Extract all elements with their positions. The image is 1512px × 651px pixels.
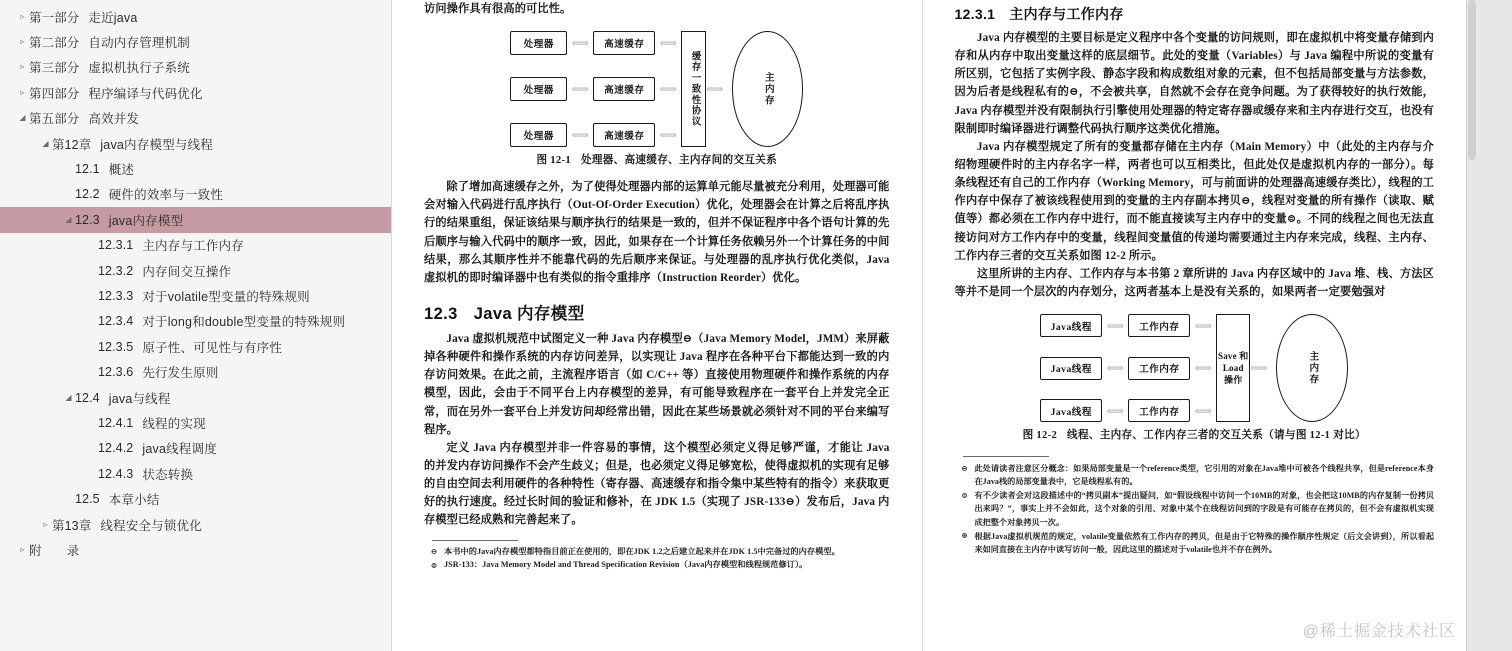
double-arrow-icon: ⟺ [1194, 318, 1212, 333]
figure-box-working-memory: 工作内存 [1128, 314, 1190, 337]
watermark: @稀土掘金技术社区 [1302, 623, 1456, 640]
toc-list [0, 4, 391, 563]
footnote-text: 此处请读者注意区分概念：如果局部变量是一个reference类型，它引用的对象在Java堆中可被各个线程共享，但是reference本身在Java栈的局部变量表中，它是线程私有的。 [974, 464, 1434, 487]
toc-sidebar[interactable] [0, 0, 392, 651]
figure-box-processor: 处理器 [510, 31, 567, 55]
toc-item-number: 12.5 [75, 492, 100, 507]
double-arrow-icon: ⟺ [1194, 403, 1212, 418]
toc-item-number: 第13章 [52, 518, 92, 533]
toc-item-number: 12.3.6 [98, 365, 134, 380]
toc-item-label: java线程调度 [142, 442, 217, 457]
figure-box-coherence-protocol-label: 缓存一致性协议 [689, 51, 700, 128]
double-arrow-icon: ⟺ [571, 82, 589, 97]
figure-box-cache: 高速缓存 [593, 31, 655, 55]
toc-item-12-4[interactable] [0, 385, 391, 410]
figure-box-processor: 处理器 [510, 123, 567, 147]
toc-item-12-3-2[interactable] [0, 258, 391, 283]
section-number: 12.3 [424, 304, 458, 323]
double-arrow-icon: ⟺ [1106, 318, 1124, 333]
toc-item-label: 线程的实现 [142, 416, 206, 431]
double-arrow-icon: ⟺ [1250, 360, 1268, 375]
chevron-right-icon[interactable]: ▹ [20, 11, 25, 21]
figure-box-cache: 高速缓存 [593, 77, 655, 101]
chevron-right-icon[interactable]: ▹ [20, 62, 25, 72]
chevron-right-icon[interactable]: ▹ [20, 37, 25, 47]
bullet-icon [85, 267, 98, 275]
chevron-down-icon[interactable]: ◢ [65, 392, 72, 402]
figure-12-1-caption-text: 处理器、高速缓存、主内存间的交互关系 [580, 155, 778, 167]
scroll-gutter[interactable] [1466, 0, 1512, 651]
toc-item-label: 先行发生原则 [142, 366, 219, 381]
footnote-list-left [424, 546, 890, 572]
toc-item-number: 12.3.2 [98, 263, 134, 278]
footnote-rule [963, 456, 1049, 457]
toc-item-label: 走近java [88, 10, 138, 25]
figure-12-2 [1018, 314, 1370, 442]
footnotes-right [955, 456, 1435, 556]
toc-item-label: 高效并发 [88, 112, 140, 127]
toc-item-12-4-3[interactable] [0, 461, 391, 486]
figure-oval-main-memory [732, 31, 803, 147]
toc-item-number: 第五部分 [29, 112, 80, 127]
section-title: Java 内存模型 [473, 304, 585, 323]
chevron-right-icon[interactable]: ▹ [20, 87, 25, 97]
toc-item-12-3-6[interactable] [0, 359, 391, 384]
figure-box-save-load [1216, 314, 1250, 422]
bullet-icon [62, 495, 75, 503]
section-heading-12-3 [424, 300, 890, 324]
bullet-icon [85, 470, 98, 478]
toc-item-12-4-1[interactable] [0, 410, 391, 435]
toc-item-number: 第12章 [52, 137, 92, 152]
toc-item-label: 程序编译与代码优化 [88, 86, 203, 101]
chevron-down-icon[interactable]: ◢ [42, 138, 49, 148]
toc-item-number: 12.1 [75, 162, 100, 177]
footnote-text: 有不少读者会对这段描述中的“拷贝副本”提出疑问，如“假设线程中访问一个10MB的对象，也会把这10MB的内存复制一份拷贝出来吗？”，事实上并不会如此，这个对象的引用、对象中某个在线程访问到的字段是有可能存在拷贝的，但不会有虚拟机实现成把整个对象拷贝一次。 [974, 491, 1434, 527]
toc-item-number: 12.3.5 [98, 339, 134, 354]
footnote [955, 489, 1435, 528]
toc-item-第四部分[interactable] [0, 80, 391, 105]
toc-item-label: 主内存与工作内存 [142, 239, 244, 254]
toc-item-第三部分[interactable] [0, 55, 391, 80]
toc-item-12-2[interactable] [0, 182, 391, 207]
figure-box-save-load-label: Save 和 Load 操作 [1218, 350, 1249, 386]
scrollbar-thumb[interactable] [1468, 0, 1476, 160]
double-arrow-icon: ⟺ [659, 82, 677, 97]
toc-item-number: 12.4 [75, 390, 100, 405]
toc-item-label: 原子性、可见性与有序性 [142, 340, 283, 355]
footnote-text: 根据Java虚拟机规范的规定，volatile变量依然有工作内存的拷贝，但是由于它特殊的操作顺序性规定（后文会讲到），所以看起来如同直接在主内存中读写访问一般，因此这里的描述对于volatile也并不存在例外。 [974, 531, 1434, 554]
footnote-rule [432, 540, 518, 541]
double-arrow-icon: ⟺ [571, 36, 589, 51]
figure-12-1-caption [489, 152, 825, 167]
toc-item-number: 第三部分 [29, 61, 80, 76]
footnotes-left [424, 540, 890, 572]
figure-12-2-caption [1018, 427, 1370, 442]
toc-item-附--录[interactable] [0, 537, 391, 562]
toc-item-12-5[interactable] [0, 486, 391, 511]
figure-box-java-thread: Java线程 [1040, 357, 1102, 380]
toc-item-number: 12.3.3 [98, 288, 134, 303]
toc-item-label: 内存间交互操作 [142, 264, 232, 279]
bullet-icon [85, 292, 98, 300]
footnote-marker-icon: ⊜ [961, 490, 968, 500]
toc-item-label: 对于long和double型变量的特殊规则 [142, 315, 346, 330]
figure-oval-main-memory-label: 主内存 [762, 71, 774, 107]
toc-item-number: 12.4.3 [98, 466, 134, 481]
figure-box-coherence-protocol [681, 31, 706, 147]
figure-12-1 [489, 31, 825, 167]
subsection-heading-12-3-1 [955, 4, 1435, 24]
toc-item-第12章[interactable] [0, 131, 391, 156]
toc-item-label: java内存模型 [108, 213, 184, 228]
figure-oval-main-memory-label: 主内存 [1307, 350, 1319, 386]
toc-item-number: 12.2 [75, 187, 100, 202]
footnote-list-right [955, 462, 1435, 556]
bullet-icon [85, 368, 98, 376]
page-left [392, 0, 923, 651]
toc-item-label: 对于volatile型变量的特殊规则 [142, 289, 310, 304]
footnote-marker-icon: ⊛ [961, 531, 968, 541]
figure-box-java-thread: Java线程 [1040, 399, 1102, 422]
toc-item-label: java与线程 [108, 391, 171, 406]
toc-item-label: 本章小结 [108, 493, 160, 508]
footnote-text: JSR-133：Java Memory Model and Thread Specification Revision（Java内存模型和线程规范修订）。 [444, 560, 808, 570]
figure-12-2-caption-text: 线程、主内存、工作内存三者的交互关系（请与图 12-1 对比） [1067, 430, 1366, 442]
toc-item-第一部分[interactable] [0, 4, 391, 29]
bullet-icon [62, 190, 75, 198]
chevron-down-icon[interactable]: ◢ [65, 214, 72, 224]
figure-box-working-memory: 工作内存 [1128, 399, 1190, 422]
toc-item-12-1[interactable] [0, 156, 391, 181]
toc-item-label: 概述 [108, 163, 135, 178]
bullet-icon [85, 343, 98, 351]
toc-item-number: 12.4.2 [98, 441, 134, 456]
footnote-marker-icon: ⊜ [430, 560, 438, 570]
figure-oval-main-memory [1276, 314, 1348, 422]
toc-item-12-3[interactable] [0, 207, 391, 232]
bullet-icon [62, 165, 75, 173]
subsection-title: 主内存与工作内存 [1009, 6, 1124, 22]
bullet-icon [85, 241, 98, 249]
toc-item-第13章[interactable] [0, 512, 391, 537]
footnote-marker-icon: ⊖ [961, 463, 968, 473]
toc-item-12-3-5[interactable] [0, 334, 391, 359]
toc-item-number: 12.3.1 [98, 238, 134, 253]
double-arrow-icon: ⟺ [1106, 403, 1124, 418]
toc-item-number: 第二部分 [29, 36, 80, 51]
toc-item-label: 虚拟机执行子系统 [88, 61, 191, 76]
footnote-marker-icon: ⊖ [430, 547, 438, 557]
toc-item-number: 第一部分 [29, 10, 80, 25]
double-arrow-icon: ⟺ [1194, 361, 1212, 376]
subsection-paragraph-3: 这里所讲的主内存、工作内存与本书第 2 章所讲的 Java 内存区域中的 Java 堆、栈、方法区等并不是同一个层次的内存划分，这两者基本上是没有关系的，如果两者一定要勉强对 [954, 267, 1434, 298]
double-arrow-icon: ⟺ [659, 128, 677, 143]
footnote [955, 462, 1435, 488]
toc-item-第二部分[interactable] [0, 29, 391, 54]
toc-item-label: java内存模型与线程 [100, 137, 213, 152]
toc-item-12-4-2[interactable] [0, 436, 391, 461]
subsection-paragraph-2: Java 内存模型规定了所有的变量都存储在主内存（Main Memory）中（此处的主内存与介绍物理硬件时的主内存名字一样，两者也可以互相类比，但此处仅是虚拟机内存的一部分）。每条线程还有自己的工作内存（Working Memory，可与前面讲的处理器高速缓存类比），线程的工作内存中保存了被该线程使用到的变量的主内存副本拷贝⊖，线程对变量的所有操作（读取、赋值等）都必须在工作内存中进行，而不能直接读写主内存中的变量⊜。不同的线程之间也无法直接访问对方工作内存中的变量，线程间变量值的传递均需要通过主内存来完成，线程、主内存、工作内存三者的交互关系如图 12-2 所示。 [954, 140, 1434, 262]
double-arrow-icon: ⟺ [1106, 361, 1124, 376]
toc-item-12-3-1[interactable] [0, 233, 391, 258]
toc-item-12-3-4[interactable] [0, 309, 391, 334]
toc-item-label: 状态转换 [142, 467, 194, 482]
toc-item-number: 12.3 [75, 212, 100, 227]
double-arrow-icon: ⟺ [706, 81, 724, 96]
chevron-down-icon[interactable]: ◢ [19, 113, 26, 123]
figure-box-processor: 处理器 [510, 77, 567, 101]
toc-item-第五部分[interactable] [0, 106, 391, 131]
toc-item-number: 12.3.4 [98, 314, 134, 329]
chevron-right-icon[interactable]: ▹ [20, 544, 25, 554]
bullet-icon [85, 444, 98, 452]
section-paragraph-2: 定义 Java 内存模型并非一件容易的事情，这个模型必须定义得足够严谨，才能让 Java 的并发内存访问操作不会产生歧义；但是，也必须定义得足够宽松，使得虚拟机的实现有足够的自由空间去利用硬件的各种特性（寄存器、高速缓存和指令集中某些特有的指令）来获取更好的执行速度。经过长时间的验证和修补，在 JDK 1.5（实现了 JSR-133⊖）发布后，Java 内存模型已经成熟和完善起来了。 [424, 441, 890, 527]
footnote [424, 546, 890, 559]
footnote [424, 559, 890, 572]
document-pages [392, 0, 1466, 651]
footnote [955, 530, 1435, 556]
toc-item-number: 12.4.1 [98, 415, 134, 430]
double-arrow-icon: ⟺ [571, 128, 589, 143]
toc-item-number: 附 录 [29, 543, 80, 558]
page-right [923, 0, 1467, 651]
subsection-number: 12.3.1 [954, 6, 996, 22]
bullet-icon [85, 317, 98, 325]
chevron-right-icon[interactable]: ▹ [43, 519, 48, 529]
subsection-paragraph-1: Java 内存模型的主要目标是定义程序中各个变量的访问规则，即在虚拟机中将变量存储到内存和从内存中取出变量这样的底层细节。此处的变量（Variables）与 Java 编程中所说的变量有所区别，它包括了实例字段、静态字段和构成数组对象的元素，但不包括局部变量与方法参数，因为后者是线程私有的⊖，不会被共享，自然就不会存在竞争问题。为了获得较好的执行效能，Java 内存模型并没有限制执行引擎使用处理器的特定寄存器或缓存来和主内存进行交互，也没有限制即时编译器进行调整代码执行顺序这类优化措施。 [954, 32, 1434, 135]
toc-item-12-3-3[interactable] [0, 283, 391, 308]
figure-box-cache: 高速缓存 [593, 123, 655, 147]
figure-box-working-memory: 工作内存 [1128, 357, 1190, 380]
figure-box-java-thread: Java线程 [1040, 314, 1102, 337]
toc-item-label: 线程安全与锁优化 [100, 518, 202, 533]
figure-12-2-number: 图 12-2 [1022, 430, 1058, 442]
toc-item-number: 第四部分 [29, 86, 80, 101]
section-paragraph-1: Java 虚拟机规范中试图定义一种 Java 内存模型⊖（Java Memory Model，JMM）来屏蔽掉各种硬件和操作系统的内存访问差异，以实现让 Java 程序在各种平台下都能达到一致的内存访问效果。在此之前，主流程序语言（如 C/C++ 等）直接使用物理硬件和操作系统的内存模型，因此，会由于不同平台上内存模型的差异，有可能导致程序在一套平台上并发完全正常，而在另外一套平台上并发访问却经常出错，因此在某些场景就必须针对不同的平台来编写程序。 [424, 332, 890, 436]
figure-12-1-number: 图 12-1 [536, 155, 571, 167]
lead-paragraph: 访问操作具有很高的可比性。 [424, 3, 572, 15]
toc-item-label: 自动内存管理机制 [88, 36, 191, 51]
toc-item-label: 硬件的效率与一致性 [108, 188, 224, 203]
footnote-text: 本书中的Java内存模型都特指目前正在使用的，即在JDK 1.2之后建立起来并在JDK 1.5中完备过的内存模型。 [444, 546, 840, 556]
paragraph-after-figure: 除了增加高速缓存之外，为了使得处理器内部的运算单元能尽量被充分利用，处理器可能会对输入代码进行乱序执行（Out-Of-Order Execution）优化，处理器会在计算之后将乱序执行的结果重组，保证该结果与顺序执行的结果是一致的，但并不保证程序中各个语句计算的先后顺序与输入代码中的顺序一致，因此，如果存在一个计算任务依赖另外一个计算任务的中间结果，那么其顺序性并不能靠代码的先后顺序来保证。与处理器的乱序执行优化类似，Java 虚拟机的即时编译器中也有类似的指令重排序（Instruction Reorder）优化。 [424, 181, 890, 284]
double-arrow-icon: ⟺ [659, 36, 677, 51]
bullet-icon [85, 419, 98, 427]
